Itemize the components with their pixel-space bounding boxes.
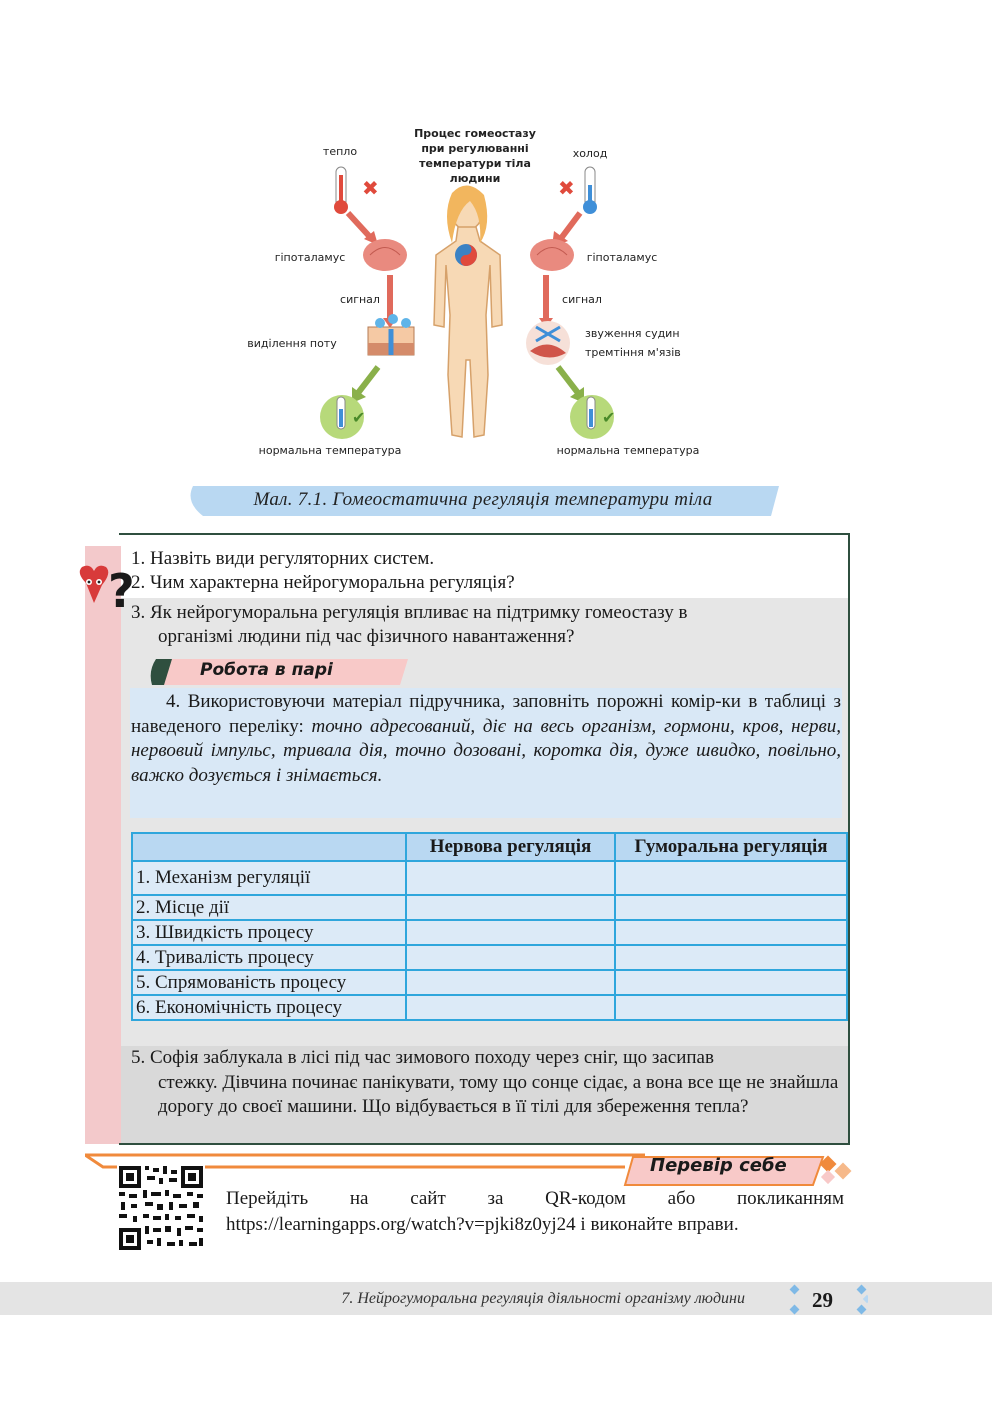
question-3-line-1: 3. Як нейрогуморальна регуляція впливає на підтримку гомеостазу в: [131, 602, 688, 623]
table-cell-empty[interactable]: [406, 895, 615, 920]
table-cell-empty[interactable]: [406, 861, 615, 895]
left-hypothalamus-label: гіпоталамус: [274, 251, 346, 264]
hot-thermometer-icon: [334, 167, 379, 214]
pair-work-label: Робота в парі: [200, 660, 333, 680]
table-header-row: [132, 833, 847, 861]
right-response-label-2: тремтіння м'язів: [585, 346, 681, 359]
table-cell-empty[interactable]: [615, 895, 847, 920]
table-row-label: 5. Спрямованість процесу: [132, 970, 406, 995]
caption-text: Мал. 7.1. Гомеостатична регуляція температури тіла: [253, 489, 713, 510]
table-row: [132, 945, 847, 970]
normal-thermometer-icon-right: [570, 395, 615, 439]
question-5: [131, 1046, 848, 1120]
table-cell-empty[interactable]: [406, 920, 615, 945]
table-cell-empty[interactable]: [615, 945, 847, 970]
left-trigger-label: тепло: [322, 145, 358, 158]
question-2: 2. Чим характерна нейрогуморальна регуляція?: [131, 572, 515, 593]
table-row-label: 3. Швидкість процесу: [132, 920, 406, 945]
table-row: [132, 920, 847, 945]
brain-icon-left: [363, 239, 407, 271]
question-5-line-1: 5. Софія заблукала в лісі під час зимового походу через сніг, що засипав: [131, 1047, 714, 1068]
question-heart-icon: [72, 557, 136, 617]
figure-title-line-4: людини: [449, 172, 501, 185]
left-result-label: нормальна температура: [258, 444, 402, 457]
right-hypothalamus-label: гіпоталамус: [586, 251, 658, 264]
svg-text:?: ?: [108, 564, 135, 617]
table-row-label: 4. Тривалість процесу: [132, 945, 406, 970]
qr-code-icon[interactable]: [117, 1164, 205, 1252]
right-trigger-label: холод: [572, 147, 608, 160]
svg-text:✔: ✔: [352, 408, 366, 427]
vessel-muscle-icon: [526, 321, 570, 365]
question-3-line-2: організмі людини під час фізичного навантаження?: [158, 626, 575, 647]
question-5-rest: стежку. Дівчина починає панікувати, тому що сонце сідає, а вона все ще не знайшла дорогу до своєї машини. Що відбувається в її тілі для збереження тепла?: [158, 1071, 839, 1117]
table-row: [132, 895, 847, 920]
question-1: 1. Назвіть види регуляторних систем.: [131, 548, 435, 569]
table-cell-empty[interactable]: [406, 995, 615, 1020]
table-cell-empty[interactable]: [406, 970, 615, 995]
right-result-label: нормальна температура: [556, 444, 700, 457]
table-cell-empty[interactable]: [615, 920, 847, 945]
table-header-empty: [132, 833, 406, 861]
table-row-label: 2. Місце дії: [132, 895, 406, 920]
table-header-humoral: Гуморальна регуляція: [615, 833, 847, 861]
svg-text:✔: ✔: [602, 408, 616, 427]
normal-thermometer-icon-left: [320, 395, 365, 439]
task-4-items: точно адресований, діє на весь організм, гормони, кров, нерви, нервовий імпульс, тривала дія, точно дозовані, коротка дія, дуже швидко, повільно, важко дозується і знімається.: [131, 715, 841, 786]
homeostasis-figure: [230, 115, 760, 475]
left-response-label: виділення поту: [247, 337, 337, 350]
human-body-illustration: [434, 185, 502, 437]
figure-title-line-2: при регулюванні: [421, 142, 529, 155]
task-4-text: [131, 690, 841, 788]
svg-text:✖: ✖: [362, 176, 379, 200]
right-signal-label: сигнал: [562, 293, 602, 306]
question-3: [131, 601, 841, 649]
footer-chapter-title: 7. Нейрогуморальна регуляція діяльності організму людини: [341, 1290, 745, 1307]
right-response-label-1: звуження судин: [585, 327, 680, 340]
table-cell-empty[interactable]: [615, 995, 847, 1020]
page-number: 29: [812, 1288, 833, 1312]
left-signal-label: сигнал: [340, 293, 380, 306]
side-accent-strip: [85, 546, 121, 1144]
figure-title-line-1: Процес гомеостазу: [414, 127, 536, 140]
table-cell-empty[interactable]: [615, 861, 847, 895]
check-yourself-label: Перевір себе: [650, 1155, 787, 1176]
table-row: [132, 995, 847, 1020]
table-cell-empty[interactable]: [406, 945, 615, 970]
task-4-intro: 4. Використовуючи матеріал підручника, заповніть порожні комір-ки в таблиці з наведеного переліку:: [131, 691, 841, 737]
table-row-label: 1. Механізм регуляції: [132, 861, 406, 895]
table-cell-empty[interactable]: [615, 970, 847, 995]
figure-title-line-3: температури тіла: [419, 157, 531, 170]
pair-work-tab: [150, 657, 410, 687]
table-row: [132, 970, 847, 995]
regulation-table: [131, 832, 848, 1021]
brain-icon-right: [530, 239, 574, 271]
table-header-nervous: Нервова регуляція: [406, 833, 615, 861]
svg-text:✖: ✖: [558, 176, 575, 200]
cold-thermometer-icon: [558, 167, 597, 214]
table-row-label: 6. Економічність процесу: [132, 995, 406, 1020]
sweat-skin-icon: [368, 314, 414, 355]
check-yourself-text: Перейдіть на сайт за QR-кодом або покликанням https://learningapps.org/watch?v=pjki8z0yj24 і виконайте вправи.: [226, 1188, 844, 1235]
figure-caption: [183, 484, 783, 518]
table-row: [132, 861, 847, 895]
